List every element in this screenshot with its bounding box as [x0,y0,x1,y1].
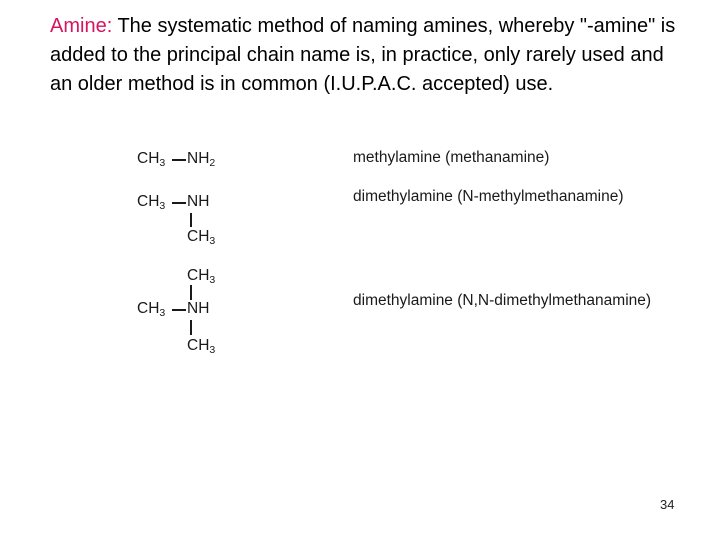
page-number: 34 [660,497,675,512]
amino-group: $NH_2$ [187,150,216,169]
methyl-group: $CH_3$ [137,150,166,169]
amine-nh: NH [187,193,210,210]
dimethylamine-name: dimethylamine (N-methylmethanamine) [353,188,624,205]
dimethylamine-nn-name: dimethylamine (N,N-dimethylmethanamine) [353,292,652,309]
bond-line [172,159,186,161]
intro-text: The systematic method of naming amines, whereby "-amine" is added to the principal chain name is, in practice, only rarely used and an older method is in common (I.U.P.A.C. accepted) use. [50,15,676,95]
bond-line [172,309,186,311]
bond-line [190,285,192,300]
bond-line [172,202,186,204]
amine-term: Amine: [50,15,113,37]
methyl-group: $CH_3$ [187,267,216,286]
methyl-group: $CH_3$ [187,337,216,356]
methyl-group: $CH_3$ [187,228,216,247]
methylamine-name: methylamine (methanamine) [353,149,550,166]
methyl-group: $CH_3$ [137,193,166,212]
amine-nh: NH [187,300,210,317]
intro-paragraph [50,12,690,99]
methyl-group: $CH_3$ [137,300,166,319]
bond-line [190,320,192,335]
bond-line [190,213,192,227]
